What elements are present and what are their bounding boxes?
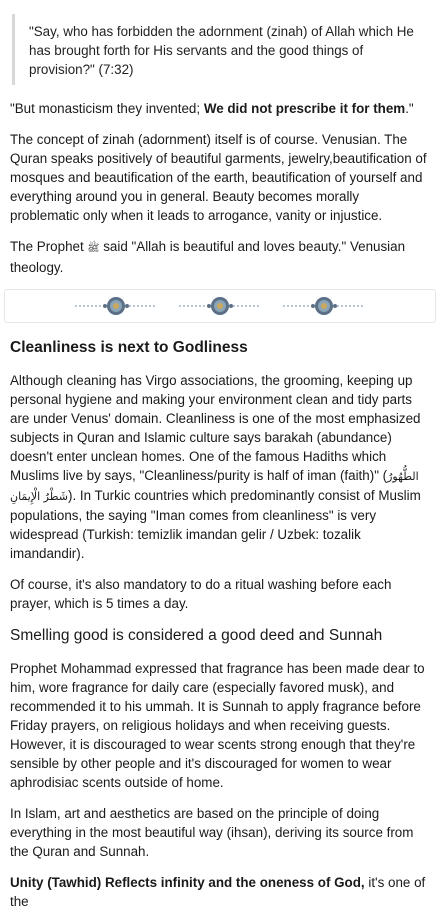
quote-block <box>12 14 426 85</box>
fragrance-paragraph: Prophet Mohammad expressed that fragrance has been made dear to him, wore fragrance for daily care (especially favored musk), and recommended it to his ummah. It is Sunnah to apply fragrance before Friday prayers, on religious holidays and when receiving guests. However, it is discouraged to wear scents strong enough that they're sensible by other people and it's discouraged for women to wear aphrodisiac scents outside of home. <box>10 661 425 790</box>
monasticism-text-after: ." <box>405 101 414 116</box>
monasticism-paragraph <box>0 99 440 118</box>
monasticism-text-before: "But monasticism they invented; <box>10 101 204 116</box>
flower-ornament-icon <box>73 295 159 317</box>
flower-ornament-icon <box>281 295 367 317</box>
cleanliness-text-before: Although cleaning has Virgo associations, the grooming, keeping up personal hygiene and making your environment clean and tidy parts are under Venus' domain. Cleanliness is one of the most emphasized subjects in Quran and Islamic culture says barakah (abundance) doesn't enter unclean homes. One of the famous Hadiths which Muslims live by says, "Cleanliness/purity is half of iman (faith)" ( <box>10 373 421 483</box>
prophet-text-after: said "Allah is beautiful and loves beauty." Venusian theology. <box>10 239 406 275</box>
arabic-hadith: الطُّهُورُ شَطْرُ الْإِيمَانِ <box>10 470 419 503</box>
unity-text-after: it's one of the <box>10 875 426 909</box>
ornament-divider <box>4 289 436 323</box>
unity-paragraph <box>0 873 440 911</box>
flower-ornament-icon <box>177 295 263 317</box>
monasticism-bold-text: We did not prescribe it for them <box>203 101 406 116</box>
salawat-symbol: ﷺ <box>87 243 100 254</box>
unity-bold-text: Unity (Tawhid) Reflects infinity and the oneness of God, <box>10 875 365 890</box>
article-body <box>0 14 440 909</box>
art-paragraph: In Islam, art and aesthetics are based on the principle of doing everything in the most beautiful way (ihsan), deriving its source from the Quran and Sunnah. <box>10 806 414 859</box>
ritual-paragraph: Of course, it's also mandatory to do a ritual washing before each prayer, which is 5 times a day. <box>10 577 392 611</box>
prophet-paragraph <box>0 237 440 277</box>
zinah-paragraph: The concept of zinah (adornment) itself is of course. Venusian. The Quran speaks positively of beautiful garments, jewelry,beautification of mosques and beautification of the earth, beautification of yourself and everything around you in general. Beauty becomes morally problematic only when it leads to arrogance, vanity or injustice. <box>10 132 427 223</box>
cleanliness-text-after: ). In Turkic countries which predominantly consist of Muslim populations, the saying "Iman comes from cleanliness" is very widespread (Turkish: temizlik imandan gelir / Uzbek: tozalik imandandir). <box>10 488 421 561</box>
heading-cleanliness: Cleanliness is next to Godliness <box>10 339 248 356</box>
heading-smell: Smelling good is considered a good deed and Sunnah <box>10 627 383 644</box>
prophet-text-before: The Prophet <box>10 239 88 254</box>
cleanliness-paragraph <box>0 371 440 563</box>
quote-text: "Say, who has forbidden the adornment (zinah) of Allah which He has brought forth for His servants and the good things of provision?" (7:32) <box>29 24 414 77</box>
